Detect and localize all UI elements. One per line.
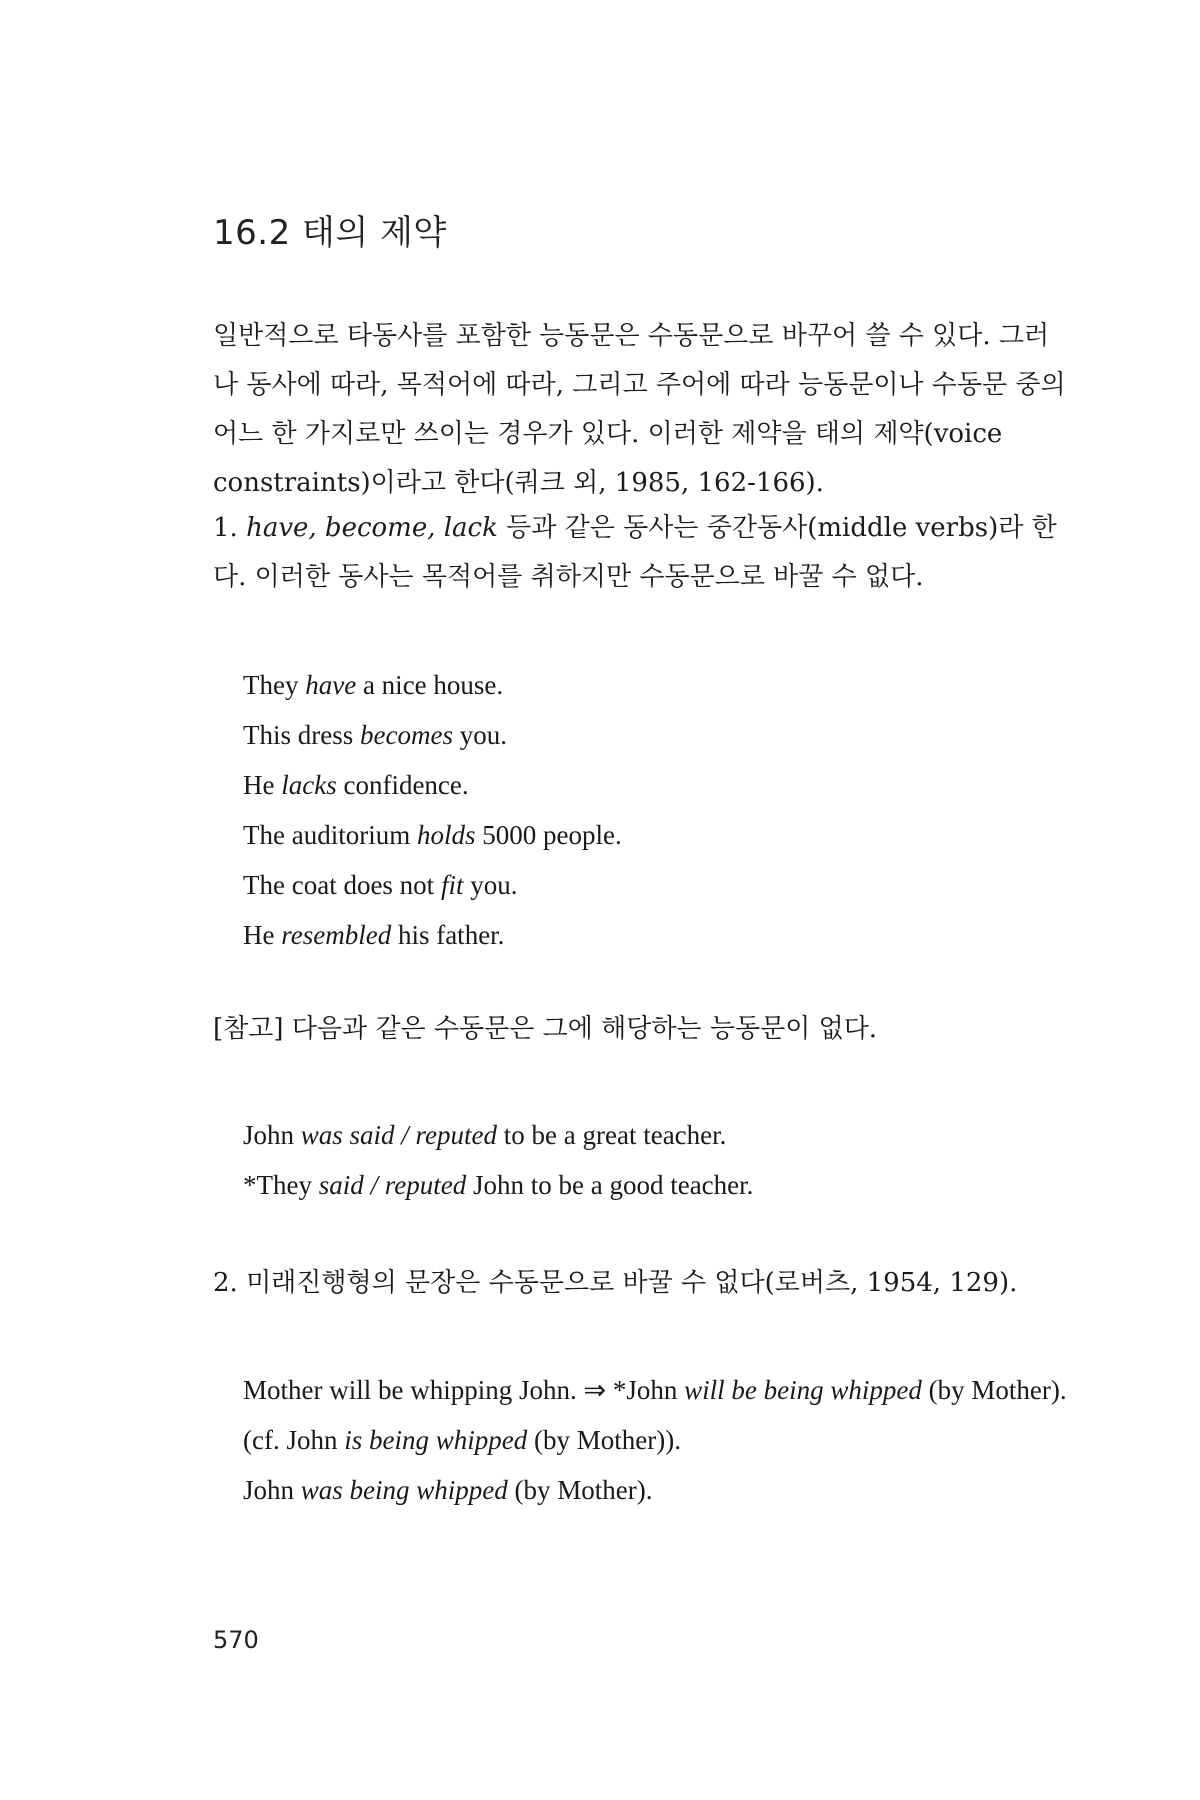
example-text: The auditorium (243, 820, 417, 850)
example-line (243, 710, 622, 760)
example-text: This dress (243, 720, 360, 750)
example-line (243, 1110, 753, 1160)
rule-1-text: 등과 같은 동사는 중간동사(middle verbs)라 한다. 이러한 동사는 목적어를 취하지만 수동문으로 바꿀 수 없다. (213, 513, 1057, 592)
example-text: you. (463, 870, 518, 900)
example-verb: holds (416, 820, 476, 850)
reference-note: [참고] 다음과 같은 수동문은 그에 해당하는 능동문이 없다. (213, 1014, 878, 1044)
example-text: John (243, 1475, 301, 1505)
rule-1-verbs: have, become, lack (246, 513, 498, 543)
section-title: 태의 제약 (302, 213, 447, 253)
example-text: to be a great teacher. (497, 1120, 727, 1150)
example-verb: have (305, 670, 357, 700)
example-line (243, 760, 622, 810)
example-line (243, 1160, 753, 1210)
example-line (213, 1415, 1069, 1465)
example-line (243, 810, 622, 860)
example-text: (by Mother)). (527, 1425, 681, 1455)
example-line (213, 1465, 1069, 1515)
rule-1-number: 1. (213, 513, 238, 543)
example-text: Mother will be whipping John. ⇒ *John (243, 1375, 685, 1405)
passive-only-examples (243, 1110, 753, 1210)
page-number: 570 (213, 1626, 259, 1654)
example-text: a nice house. (356, 670, 504, 700)
example-line (243, 860, 622, 910)
rule-1-paragraph (213, 504, 1069, 602)
example-line (243, 910, 622, 960)
example-line (213, 1365, 1069, 1415)
intro-paragraph: 일반적으로 타동사를 포함한 능동문은 수동문으로 바꾸어 쓸 수 있다. 그러나 동사에 따라, 목적어에 따라, 그리고 주어에 따라 능동문이나 수동문 중의 어느 한 가지로만 쓰이는 경우가 있다. 이러한 제약을 태의 제약(voice constraints)이라고 한다(쿼크 외, 1985, 162-166). (213, 321, 1066, 498)
rule-2-heading: 2. 미래진행형의 문장은 수동문으로 바꿀 수 없다(로버츠, 1954, 129). (213, 1268, 1018, 1298)
example-verb: was said / reputed (300, 1120, 498, 1150)
example-text: The coat does not (243, 870, 441, 900)
example-text: (by Mother). (507, 1475, 653, 1505)
example-text: 5000 people. (475, 820, 622, 850)
example-text: (by Mother). (921, 1375, 1067, 1405)
section-heading (213, 205, 447, 254)
example-text: He (243, 770, 282, 800)
example-line (243, 660, 622, 710)
example-verb: fit (440, 870, 464, 900)
section-number: 16.2 (213, 213, 291, 253)
example-verb: will be being whipped (684, 1375, 922, 1405)
future-progressive-examples (213, 1365, 1069, 1515)
middle-verb-examples (243, 660, 622, 960)
example-verb: is being whipped (344, 1425, 528, 1455)
example-verb: resembled (281, 920, 392, 950)
example-verb: was being whipped (300, 1475, 508, 1505)
example-verb: becomes (360, 720, 453, 750)
example-verb: lacks (281, 770, 337, 800)
example-text: you. (452, 720, 507, 750)
example-text: confidence. (336, 770, 469, 800)
example-text: He (243, 920, 282, 950)
example-text: John (243, 1120, 301, 1150)
example-text: John to be a good teacher. (466, 1170, 754, 1200)
example-text: (cf. John (243, 1425, 345, 1455)
example-text: his father. (391, 920, 505, 950)
example-verb: said / reputed (318, 1170, 467, 1200)
example-text: They (243, 670, 306, 700)
example-text: *They (243, 1170, 319, 1200)
